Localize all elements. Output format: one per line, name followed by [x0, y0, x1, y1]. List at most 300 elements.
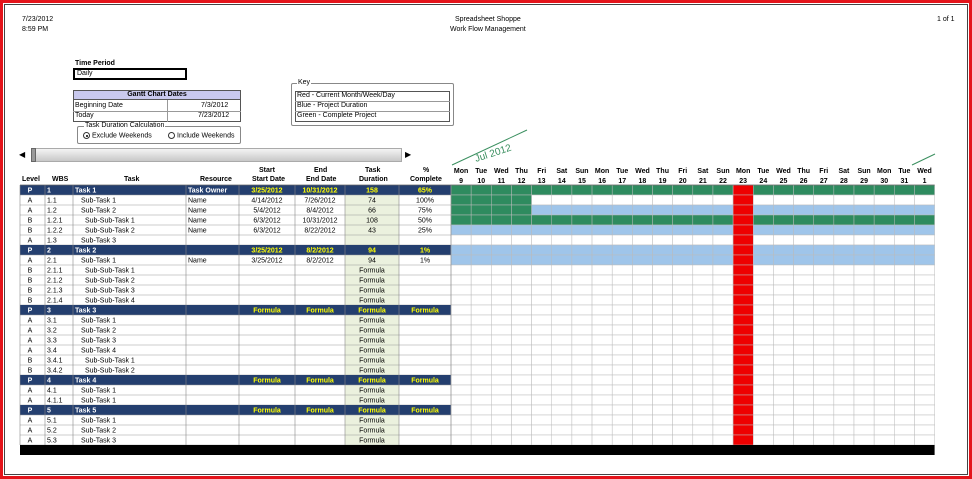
gantt-cell: [612, 335, 632, 345]
gantt-cell: [753, 205, 773, 215]
gantt-cell: [773, 205, 793, 215]
gantt-cell: [733, 295, 753, 305]
gantt-cell: [834, 195, 854, 205]
row-task: Task 1: [75, 187, 97, 195]
day-number: 31: [900, 178, 909, 185]
gantt-cell: [592, 325, 612, 335]
page-number: 1 of 1: [937, 16, 955, 23]
gantt-cell: [874, 325, 894, 335]
gantt-cell: [713, 375, 733, 385]
row-task: Sub-Sub-Task 2: [85, 277, 135, 285]
gantt-cell: [814, 415, 834, 425]
gantt-cell: [894, 435, 914, 445]
gantt-cell: [753, 265, 773, 275]
gantt-cell: [874, 285, 894, 295]
gantt-cell: [612, 205, 632, 215]
row-level: A: [27, 327, 33, 335]
gantt-cell: [773, 235, 793, 245]
gantt-cell: [854, 355, 874, 365]
gantt-cell: [894, 215, 914, 225]
gantt-cell: [814, 205, 834, 215]
gantt-cell: [451, 275, 471, 285]
gantt-cell: [773, 335, 793, 345]
gantt-cell: [592, 315, 612, 325]
gantt-cell: [572, 435, 592, 445]
scroll-left-icon[interactable]: ◀: [19, 150, 26, 159]
gantt-cell: [753, 395, 773, 405]
gantt-cell: [612, 315, 632, 325]
row-task: Sub-Sub-Task 2: [85, 227, 135, 235]
day-number: 14: [557, 178, 566, 185]
gantt-cell: [653, 255, 673, 265]
gantt-cell: [713, 355, 733, 365]
day-name: Sat: [697, 168, 709, 175]
row-duration: Formula: [359, 297, 385, 305]
row-end: Formula: [306, 407, 334, 415]
gantt-cell: [673, 395, 693, 405]
gantt-cell: [653, 305, 673, 315]
gantt-cell: [773, 365, 793, 375]
row-end: Formula: [306, 307, 334, 315]
gantt-cell: [552, 245, 572, 255]
gantt-cell: [894, 425, 914, 435]
gantt-cell: [653, 415, 673, 425]
gantt-cell: [612, 435, 632, 445]
gantt-cell: [572, 315, 592, 325]
gantt-cell: [854, 265, 874, 275]
day-name: Thu: [797, 168, 811, 175]
gantt-cell: [511, 365, 531, 375]
row-wbs: 3.4.1: [47, 357, 63, 365]
gantt-cell: [532, 285, 552, 295]
gantt-cell: [552, 355, 572, 365]
gantt-cell: [491, 225, 511, 235]
row-task: Sub-Task 2: [81, 207, 117, 215]
day-name: Fri: [678, 168, 688, 175]
row-start: 3/25/2012: [251, 187, 283, 195]
gantt-cell: [632, 255, 652, 265]
gantt-cell: [854, 385, 874, 395]
gantt-cell: [753, 245, 773, 255]
beginning-date-value[interactable]: 7/3/2012: [201, 102, 229, 109]
gantt-cell: [592, 185, 612, 195]
gantt-cell: [673, 265, 693, 275]
gantt-cell: [834, 245, 854, 255]
row-duration: 94: [368, 257, 376, 265]
row-duration: Formula: [359, 337, 385, 345]
gantt-cell: [733, 355, 753, 365]
row-end: 8/4/2012: [306, 207, 334, 215]
row-duration: 74: [368, 197, 376, 205]
gantt-cell: [491, 245, 511, 255]
gantt-cell: [733, 285, 753, 295]
gantt-cell: [532, 335, 552, 345]
row-duration: Formula: [359, 357, 385, 365]
gantt-cell: [894, 185, 914, 195]
gantt-cell: [632, 385, 652, 395]
gantt-cell: [653, 265, 673, 275]
gantt-cell: [834, 395, 854, 405]
gantt-cell: [753, 315, 773, 325]
gantt-cell: [673, 345, 693, 355]
gantt-cell: [632, 275, 652, 285]
day-name: Fri: [819, 168, 829, 175]
gantt-cell: [713, 365, 733, 375]
row-level: P: [27, 377, 33, 385]
gantt-cell: [693, 395, 713, 405]
gantt-cell: [612, 425, 632, 435]
gantt-cell: [854, 215, 874, 225]
gantt-cell: [592, 385, 612, 395]
gantt-cell: [894, 365, 914, 375]
day-number: 9: [459, 178, 464, 185]
gantt-cell: [834, 255, 854, 265]
gantt-cell: [451, 345, 471, 355]
gantt-cell: [451, 255, 471, 265]
day-number: 22: [719, 178, 727, 185]
gantt-cell: [632, 315, 652, 325]
gantt-cell: [794, 215, 814, 225]
gantt-cell: [753, 255, 773, 265]
gantt-cell: [592, 205, 612, 215]
gantt-cell: [471, 285, 491, 295]
col-pct-2: Complete: [410, 176, 442, 183]
gantt-cell: [914, 255, 934, 265]
gantt-cell: [693, 215, 713, 225]
row-level: A: [27, 437, 33, 445]
gantt-cell: [471, 245, 491, 255]
col-task: Task: [124, 176, 140, 183]
gantt-cell: [874, 345, 894, 355]
gantt-cell: [814, 275, 834, 285]
gantt-cell: [874, 185, 894, 195]
row-duration: Formula: [359, 387, 385, 395]
gantt-cell: [693, 415, 713, 425]
gantt-cell: [693, 315, 713, 325]
gantt-cell: [511, 405, 531, 415]
gantt-cell: [914, 385, 934, 395]
gantt-cell: [834, 405, 854, 415]
gantt-cell: [854, 255, 874, 265]
row-resource: Task Owner: [188, 187, 228, 195]
gantt-cell: [673, 355, 693, 365]
row-wbs: 5: [47, 407, 51, 415]
row-wbs: 3.4.2: [47, 367, 63, 375]
gantt-cell: [471, 215, 491, 225]
gantt-cell: [451, 195, 471, 205]
row-task: Task 3: [75, 307, 97, 315]
gantt-cell: [471, 365, 491, 375]
gantt-cell: [632, 375, 652, 385]
gantt-cell: [713, 415, 733, 425]
row-wbs: 4.1.1: [47, 397, 63, 405]
gantt-cell: [451, 435, 471, 445]
gantt-cell: [874, 405, 894, 415]
row-start: 5/4/2012: [253, 207, 281, 215]
row-resource: Name: [188, 257, 207, 265]
gantt-cell: [491, 275, 511, 285]
gantt-cell: [834, 275, 854, 285]
row-duration: Formula: [358, 307, 386, 315]
gantt-cell: [773, 325, 793, 335]
gantt-cell: [632, 325, 652, 335]
gantt-cell: [753, 325, 773, 335]
gantt-cell: [673, 405, 693, 415]
row-duration: Formula: [359, 327, 385, 335]
gantt-cell: [874, 435, 894, 445]
gantt-cell: [471, 235, 491, 245]
row-wbs: 1.1: [47, 197, 57, 205]
row-level: A: [27, 257, 33, 265]
row-level: A: [27, 207, 33, 215]
gantt-cell: [451, 315, 471, 325]
gantt-cell: [612, 255, 632, 265]
day-number: 29: [860, 178, 868, 185]
gantt-cell: [552, 365, 572, 375]
gantt-cell: [693, 255, 713, 265]
gantt-cell: [572, 265, 592, 275]
gantt-cell: [491, 335, 511, 345]
gantt-cell: [733, 315, 753, 325]
gantt-cell: [491, 355, 511, 365]
gantt-cell: [854, 185, 874, 195]
row-task: Sub-Task 1: [81, 257, 117, 265]
gantt-cell: [753, 375, 773, 385]
gantt-cell: [834, 185, 854, 195]
scroll-right-icon[interactable]: ▶: [405, 150, 412, 159]
gantt-cell: [733, 335, 753, 345]
gantt-cell: [632, 195, 652, 205]
gantt-cell: [733, 405, 753, 415]
gantt-cell: [511, 395, 531, 405]
row-wbs: 5.1: [47, 417, 57, 425]
gantt-cell: [552, 375, 572, 385]
gantt-cell: [491, 395, 511, 405]
col-duration-1: Task: [365, 167, 381, 174]
gantt-cell: [733, 415, 753, 425]
gantt-cell: [733, 215, 753, 225]
gantt-cell: [511, 195, 531, 205]
gantt-cell: [612, 345, 632, 355]
gantt-cell: [773, 385, 793, 395]
row-task: Sub-Task 2: [81, 327, 117, 335]
gantt-cell: [511, 185, 531, 195]
day-number: 12: [517, 178, 526, 185]
gantt-cell: [773, 265, 793, 275]
day-name: Sun: [857, 168, 871, 175]
gantt-cell: [673, 425, 693, 435]
gantt-cell: [511, 345, 531, 355]
gantt-cell: [592, 275, 612, 285]
gantt-cell: [874, 295, 894, 305]
row-start: Formula: [253, 407, 281, 415]
row-task: Sub-Task 3: [81, 437, 117, 445]
today-value[interactable]: 7/23/2012: [198, 112, 230, 119]
gantt-cell: [592, 285, 612, 295]
gantt-cell: [713, 265, 733, 275]
gantt-cell: [673, 215, 693, 225]
gantt-cell: [773, 295, 793, 305]
gantt-cell: [632, 395, 652, 405]
day-name: Sun: [575, 168, 589, 175]
gantt-cell: [471, 355, 491, 365]
day-number: 28: [840, 178, 848, 185]
gantt-cell: [874, 395, 894, 405]
gantt-cell: [532, 235, 552, 245]
gantt-cell: [673, 275, 693, 285]
row-level: B: [27, 297, 33, 305]
gantt-cell: [753, 415, 773, 425]
row-wbs: 5.2: [47, 427, 57, 435]
row-wbs: 2.1.3: [47, 287, 63, 295]
gantt-cell: [794, 225, 814, 235]
gantt-cell: [532, 255, 552, 265]
gantt-cell: [653, 365, 673, 375]
gantt-cell: [874, 305, 894, 315]
gantt-cell: [894, 385, 914, 395]
gantt-cell: [592, 335, 612, 345]
row-task: Task 2: [75, 247, 97, 255]
gantt-cell: [693, 435, 713, 445]
gantt-cell: [592, 415, 612, 425]
gantt-cell: [794, 255, 814, 265]
row-start: 4/14/2012: [251, 197, 283, 205]
gantt-cell: [612, 275, 632, 285]
gantt-cell: [592, 305, 612, 315]
gantt-cell: [814, 265, 834, 275]
gantt-cell: [572, 425, 592, 435]
gantt-cell: [632, 345, 652, 355]
gantt-cell: [693, 355, 713, 365]
gantt-cell: [794, 295, 814, 305]
gantt-cell: [753, 405, 773, 415]
gantt-cell: [693, 365, 713, 375]
row-wbs: 3.2: [47, 327, 57, 335]
row-level: P: [27, 307, 33, 315]
gantt-cell: [794, 365, 814, 375]
gantt-cell: [914, 205, 934, 215]
gantt-cell: [572, 295, 592, 305]
gantt-cell: [552, 275, 572, 285]
gantt-cell: [552, 395, 572, 405]
gantt-cell: [532, 185, 552, 195]
gantt-cell: [653, 185, 673, 195]
gantt-cell: [814, 435, 834, 445]
gantt-cell: [572, 255, 592, 265]
gantt-cell: [733, 375, 753, 385]
gantt-cell: [572, 305, 592, 315]
gantt-cell: [471, 335, 491, 345]
row-pct-complete: 1%: [419, 257, 431, 265]
gantt-cell: [874, 335, 894, 345]
gantt-cell: [673, 195, 693, 205]
gantt-cell: [632, 235, 652, 245]
gantt-cell: [713, 195, 733, 205]
row-end: 8/2/2012: [306, 257, 334, 265]
gantt-cell: [773, 185, 793, 195]
gantt-cell: [491, 195, 511, 205]
gantt-cell: [511, 225, 531, 235]
gantt-cell: [612, 285, 632, 295]
gantt-cell: [673, 245, 693, 255]
gantt-cell: [914, 335, 934, 345]
gantt-cell: [552, 405, 572, 415]
gantt-cell: [794, 185, 814, 195]
gantt-cell: [451, 215, 471, 225]
gantt-cell: [572, 275, 592, 285]
gantt-cell: [753, 435, 773, 445]
day-name: Fri: [537, 168, 547, 175]
gantt-cell: [471, 325, 491, 335]
gantt-cell: [773, 375, 793, 385]
row-level: A: [27, 317, 33, 325]
gantt-cell: [834, 345, 854, 355]
row-task: Sub-Task 1: [81, 417, 117, 425]
gantt-cell: [552, 435, 572, 445]
gantt-cell: [471, 205, 491, 215]
gantt-cell: [532, 245, 552, 255]
row-start: 3/25/2012: [251, 257, 283, 265]
gantt-cell: [773, 215, 793, 225]
gantt-cell: [874, 315, 894, 325]
gantt-cell: [471, 255, 491, 265]
gantt-cell: [773, 275, 793, 285]
gantt-cell: [814, 285, 834, 295]
row-wbs: 4.1: [47, 387, 57, 395]
gantt-cell: [914, 265, 934, 275]
gantt-cell: [511, 215, 531, 225]
gantt-cell: [532, 365, 552, 375]
gantt-cell: [592, 365, 612, 375]
gantt-cell: [653, 235, 673, 245]
gantt-cell: [713, 315, 733, 325]
gantt-cell: [471, 415, 491, 425]
gantt-cell: [874, 205, 894, 215]
gantt-cell: [612, 355, 632, 365]
gantt-cell: [572, 415, 592, 425]
gantt-cell: [894, 295, 914, 305]
gantt-cell: [753, 195, 773, 205]
gantt-cell: [914, 395, 934, 405]
gantt-cell: [693, 265, 713, 275]
gantt-cell: [471, 195, 491, 205]
gantt-cell: [592, 435, 612, 445]
gantt-cell: [552, 235, 572, 245]
gantt-cell: [713, 225, 733, 235]
gantt-cell: [673, 375, 693, 385]
gantt-cell: [773, 425, 793, 435]
row-task: Sub-Task 3: [81, 337, 117, 345]
gantt-cell: [673, 255, 693, 265]
gantt-cell: [552, 315, 572, 325]
gantt-cell: [733, 195, 753, 205]
gantt-cell: [894, 265, 914, 275]
gantt-cell: [592, 265, 612, 275]
gantt-cell: [592, 245, 612, 255]
gantt-cell: [854, 345, 874, 355]
gantt-cell: [552, 195, 572, 205]
gantt-cell: [814, 215, 834, 225]
row-task: Sub-Sub-Task 1: [85, 217, 135, 225]
gantt-cell: [612, 375, 632, 385]
gantt-cell: [834, 225, 854, 235]
gantt-cell: [612, 415, 632, 425]
gantt-cell: [693, 205, 713, 215]
gantt-cell: [511, 245, 531, 255]
gantt-cell: [572, 185, 592, 195]
report-title: Work Flow Management: [450, 26, 526, 33]
row-pct-complete: 100%: [416, 197, 434, 205]
